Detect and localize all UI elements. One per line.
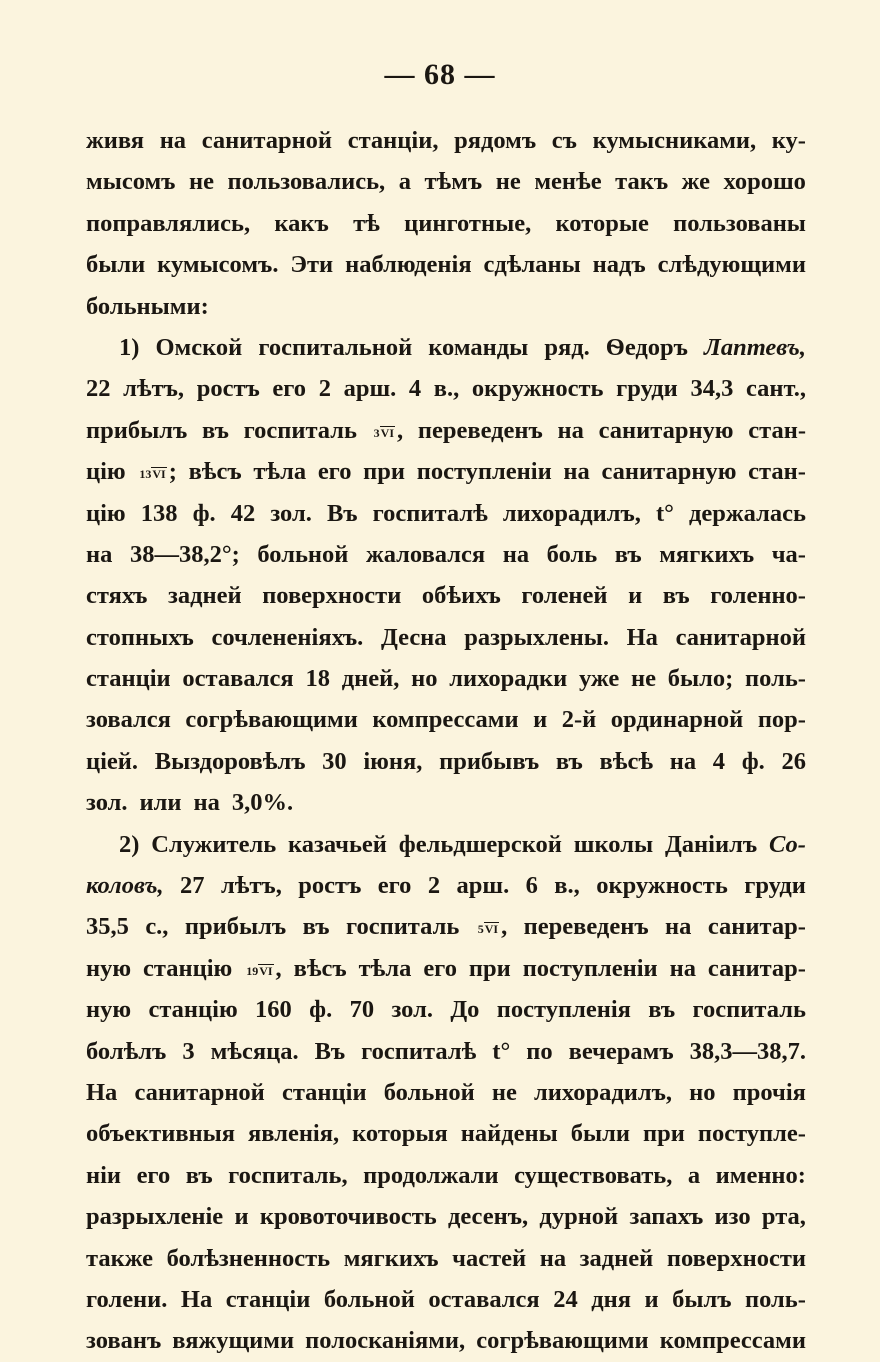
word: ф.: [309, 996, 333, 1024]
word: былъ: [672, 1285, 732, 1313]
word: санитар-: [707, 913, 806, 941]
text-line: [86, 782, 806, 823]
word: 30: [322, 747, 347, 775]
word: не: [495, 168, 521, 196]
word: въ: [201, 416, 229, 444]
word: 6: [525, 872, 538, 900]
word: 2: [318, 375, 331, 403]
text-line: [86, 161, 806, 202]
word: дней,: [341, 665, 400, 693]
word: голенно-: [710, 582, 806, 610]
word: санитар-: [707, 954, 806, 982]
word: слѣдующими: [657, 251, 806, 279]
word: больной: [323, 1285, 415, 1313]
word: 35,5: [86, 913, 129, 941]
word: надъ: [592, 251, 646, 279]
word: частей: [452, 1244, 527, 1272]
word: сочлененіяхъ.: [211, 623, 364, 651]
word: при: [363, 458, 406, 486]
word: но: [411, 665, 438, 693]
word: Выздоровѣлъ: [154, 747, 306, 775]
date-fraction: 3VI: [373, 425, 395, 440]
word: какъ: [274, 209, 329, 237]
word: явленія,: [248, 1120, 340, 1148]
word: на: [563, 458, 590, 486]
text-line: [86, 286, 806, 327]
word: Лаптевъ,: [704, 333, 806, 361]
word: казачьей: [288, 830, 387, 858]
word: задней: [168, 582, 242, 610]
word: прибылъ: [86, 416, 188, 444]
word: боль: [546, 540, 598, 568]
word: голени.: [86, 1285, 168, 1313]
word: 42: [230, 499, 256, 527]
word: поверхности: [262, 582, 402, 610]
word: сдѣланы: [483, 251, 581, 279]
word: именно:: [715, 1161, 806, 1189]
word: в.,: [554, 872, 580, 900]
word: арш.: [456, 872, 510, 900]
word: также: [86, 1244, 154, 1272]
word: поль-: [745, 1285, 806, 1313]
word: зол.: [270, 499, 312, 527]
word: команды: [428, 333, 529, 361]
word: на: [669, 747, 697, 775]
word: госпиталь: [692, 996, 806, 1024]
word: Въ: [314, 1037, 346, 1065]
word: продолжали: [363, 1161, 499, 1189]
date-fraction: 13VI: [139, 467, 166, 481]
word: въ: [614, 540, 642, 568]
word: санитарной: [134, 1078, 265, 1106]
word: на: [669, 954, 696, 982]
word: 19VI ,: [246, 954, 282, 982]
word: вѣсѣ: [599, 747, 654, 775]
word: 160: [255, 996, 292, 1024]
word: въ: [302, 913, 330, 941]
text-line: [86, 203, 806, 244]
word: поступленія: [496, 996, 631, 1024]
word: задней: [579, 1244, 654, 1272]
word: жаловался: [365, 540, 486, 568]
word: мягкихъ: [659, 540, 755, 568]
word: госпиталѣ: [361, 1037, 477, 1065]
word: въ: [648, 996, 676, 1024]
word: въ: [662, 582, 690, 610]
text-line: [86, 865, 806, 906]
date-fraction: 19VI: [246, 963, 273, 978]
text-line: [86, 1155, 806, 1196]
word: запахъ: [629, 1203, 704, 1231]
word: лихорадки: [449, 665, 568, 693]
word: уже: [578, 665, 620, 693]
word: госпиталь: [345, 913, 460, 941]
text-line: [86, 534, 806, 575]
word: 1): [119, 333, 140, 361]
word: 70: [349, 996, 375, 1024]
word: стяхъ: [86, 582, 148, 610]
word: 2: [427, 872, 441, 900]
word: цію: [86, 458, 126, 486]
word: десенъ,: [447, 1203, 529, 1231]
word: компрессами: [372, 706, 519, 734]
word: 3,0%.: [231, 789, 294, 817]
word: полосканіями,: [305, 1327, 466, 1355]
word: станціи: [86, 665, 171, 693]
word: его: [423, 954, 457, 982]
word: Со-: [769, 830, 806, 858]
word: коловъ,: [86, 872, 164, 900]
text-line: [86, 906, 806, 947]
text-line: [86, 1238, 806, 1279]
word: вяжущими: [172, 1327, 295, 1355]
word: пользованы: [673, 209, 806, 237]
word: в.,: [433, 375, 460, 403]
word: ряд.: [544, 333, 590, 361]
word: вѣсъ: [293, 954, 347, 982]
word: голеней: [521, 582, 608, 610]
text-line: [86, 658, 806, 699]
word: с.,: [145, 913, 169, 941]
word: стопныхъ: [86, 623, 194, 651]
word: на: [539, 1244, 567, 1272]
word: цинготные,: [404, 209, 532, 237]
word: пользовались,: [227, 168, 386, 196]
word: пор-: [757, 706, 806, 734]
word: поль-: [745, 665, 806, 693]
text-line: [86, 575, 806, 616]
word: при: [468, 954, 511, 982]
text-line: [86, 741, 806, 782]
word: станціи,: [347, 127, 439, 154]
word: санитарной: [201, 127, 333, 154]
word: поправлялись,: [86, 209, 251, 237]
word: наблюденія: [345, 251, 472, 279]
word: кровоточивость: [259, 1203, 437, 1231]
word: переведенъ: [417, 416, 543, 444]
word: въ: [555, 747, 583, 775]
word: 4: [408, 375, 422, 403]
date-fraction: 5VI: [477, 922, 499, 937]
word: вечерамъ: [568, 1037, 674, 1065]
word: окружность: [596, 872, 728, 900]
word: ростъ: [298, 872, 362, 900]
word: прочія: [732, 1078, 806, 1106]
word: дурной: [539, 1203, 619, 1231]
word: груди: [744, 872, 806, 900]
text-line: [86, 989, 806, 1030]
word: не: [491, 1078, 517, 1106]
word: цію: [86, 499, 126, 527]
word: были: [570, 1120, 631, 1148]
word: поверхности: [666, 1244, 806, 1272]
word: 3VI ,: [373, 416, 404, 444]
word: ную: [86, 996, 132, 1024]
word: стан-: [748, 416, 806, 444]
word: существовать,: [514, 1161, 673, 1189]
word: санитарную: [601, 458, 737, 486]
word: болѣзненность: [166, 1244, 331, 1272]
word: найдены: [460, 1120, 558, 1148]
word: ф.: [741, 747, 765, 775]
word: іюня,: [363, 747, 423, 775]
text-line: [86, 1320, 806, 1361]
text-line: [86, 1031, 806, 1072]
word: рядомъ: [454, 127, 537, 154]
word: Эти: [290, 251, 334, 279]
word: ординарной: [610, 706, 744, 734]
text-line: [86, 1279, 806, 1320]
word: санитарную: [598, 416, 734, 444]
word: живя: [86, 127, 145, 154]
word: стан-: [748, 458, 806, 486]
word: рта,: [761, 1203, 806, 1231]
word: его: [377, 872, 412, 900]
word: 22: [86, 375, 111, 403]
word: окружность: [471, 375, 604, 403]
word: Даніилъ: [664, 830, 758, 858]
word: переведенъ: [523, 913, 649, 941]
word: обѣихъ: [421, 582, 501, 610]
word: разрыхленіе: [86, 1203, 224, 1231]
word: были: [86, 251, 146, 279]
word: лѣтъ,: [220, 872, 282, 900]
text-line: [86, 1113, 806, 1154]
word: На: [86, 1078, 118, 1106]
word: и: [533, 706, 548, 734]
word: его: [272, 375, 307, 403]
word: и: [234, 1203, 249, 1231]
word: кумысомъ.: [157, 251, 279, 279]
word: или: [139, 789, 182, 817]
word: 5VI ,: [477, 913, 508, 941]
word: больными:: [86, 292, 209, 320]
word: поступленіи: [416, 458, 552, 486]
word: фельдшерской: [398, 830, 562, 858]
word: зованъ: [86, 1327, 162, 1355]
word: Десна: [380, 623, 447, 651]
word: 2-й: [561, 706, 597, 734]
word: ную: [86, 954, 132, 982]
word: больной: [257, 540, 349, 568]
word: же: [681, 168, 710, 196]
word: и: [644, 1285, 659, 1313]
text-line: [86, 699, 806, 740]
word: лѣтъ,: [123, 375, 185, 403]
word: 26: [781, 747, 806, 775]
word: станцію: [143, 954, 233, 982]
word: его: [136, 1161, 171, 1189]
word: ніи: [86, 1161, 122, 1189]
text-line: [86, 1072, 806, 1113]
text-line: [86, 948, 806, 989]
word: мягкихъ: [343, 1244, 439, 1272]
word: 3: [182, 1037, 195, 1065]
word: 2): [119, 830, 140, 858]
text-line: [86, 410, 806, 451]
word: t°: [655, 499, 674, 527]
word: На: [626, 623, 658, 651]
text-line: [86, 244, 806, 285]
word: Служитель: [151, 830, 277, 858]
word: лихорадилъ,: [534, 1078, 673, 1106]
text-line: [86, 1196, 806, 1237]
word: вѣсъ: [188, 458, 242, 486]
word: болѣлъ: [86, 1037, 167, 1065]
word: компрессами: [659, 1327, 806, 1355]
word: держалась: [689, 499, 806, 527]
word: не: [630, 665, 656, 693]
word: прибывъ: [439, 747, 540, 775]
word: на: [502, 540, 530, 568]
text-line: [86, 327, 806, 368]
word: тѣ: [353, 209, 380, 237]
word: мысомъ: [86, 168, 176, 196]
word: 27: [180, 872, 205, 900]
word: зовался: [86, 706, 171, 734]
word: но: [689, 1078, 716, 1106]
word: было;: [667, 665, 734, 693]
word: дня: [591, 1285, 631, 1313]
word: изо: [714, 1203, 751, 1231]
word: станціи: [281, 1078, 367, 1106]
word: и: [628, 582, 643, 610]
word: Омской: [155, 333, 243, 361]
word: на: [557, 416, 584, 444]
word: а: [687, 1161, 701, 1189]
word: объективныя: [86, 1120, 236, 1148]
word: его: [317, 458, 352, 486]
word: На: [180, 1285, 213, 1313]
word: поступленіи: [522, 954, 658, 982]
text-line: [86, 493, 806, 534]
word: на: [86, 540, 113, 568]
word: въ: [185, 1161, 213, 1189]
word: госпиталь,: [228, 1161, 348, 1189]
text-line: [86, 451, 806, 492]
word: лихорадилъ,: [502, 499, 641, 527]
word: госпитальной: [258, 333, 413, 361]
word: на: [159, 127, 187, 154]
word: съ: [551, 127, 577, 154]
word: Въ: [326, 499, 358, 527]
word: ф.: [192, 499, 216, 527]
text-line: [86, 617, 806, 658]
text-line: [86, 824, 806, 865]
word: сант.,: [745, 375, 806, 403]
word: 13VI ;: [139, 458, 177, 486]
word: зол.: [391, 996, 433, 1024]
word: 138: [140, 499, 178, 527]
word: арш.: [343, 375, 397, 403]
text-line: [86, 120, 806, 161]
word: 18: [305, 665, 330, 693]
word: груди: [616, 375, 678, 403]
word: школы: [573, 830, 654, 858]
word: оставался: [182, 665, 294, 693]
word: 34,3: [690, 375, 734, 403]
word: До: [450, 996, 480, 1024]
word: не: [189, 168, 214, 196]
word: оставался: [428, 1285, 540, 1313]
word: тѣла: [358, 954, 412, 982]
word: больной: [383, 1078, 475, 1106]
word: госпиталь: [243, 416, 357, 444]
word: такъ: [615, 168, 669, 196]
word: по: [526, 1037, 553, 1065]
word: тѣла: [253, 458, 307, 486]
word: 38—38,2°;: [129, 540, 240, 568]
word: на: [193, 789, 220, 817]
word: ростъ: [196, 375, 260, 403]
word: t°: [492, 1037, 511, 1065]
word: при: [643, 1120, 685, 1148]
word: ціей.: [86, 747, 139, 775]
word: хорошо: [723, 168, 806, 196]
word: зол.: [86, 789, 128, 817]
word: госпиталѣ: [372, 499, 488, 527]
word: 38,3—38,7.: [689, 1037, 806, 1065]
word: которые: [555, 209, 649, 237]
word: ча-: [771, 540, 806, 568]
word: кумысниками,: [592, 127, 757, 154]
word: станцію: [148, 996, 238, 1024]
word: станціи: [225, 1285, 311, 1313]
word: мѣсяца.: [210, 1037, 299, 1065]
word: поступле-: [697, 1120, 806, 1148]
text-line: [86, 368, 806, 409]
word: согрѣвающими: [185, 706, 358, 734]
word: разрыхлены.: [464, 623, 609, 651]
word: ку-: [771, 127, 806, 154]
page-number: — 68 —: [384, 58, 496, 91]
word: тѣмъ: [424, 168, 483, 196]
word: менѣе: [534, 168, 602, 196]
word: согрѣвающими: [476, 1327, 649, 1355]
word: которыя: [352, 1120, 448, 1148]
word: 4: [712, 747, 726, 775]
word: прибылъ: [184, 913, 287, 941]
word: а: [398, 168, 411, 196]
word: 24: [553, 1285, 578, 1313]
word: Ѳедоръ: [605, 333, 688, 361]
body-text: [86, 120, 806, 1362]
word: санитарной: [675, 623, 806, 651]
word: на: [665, 913, 692, 941]
